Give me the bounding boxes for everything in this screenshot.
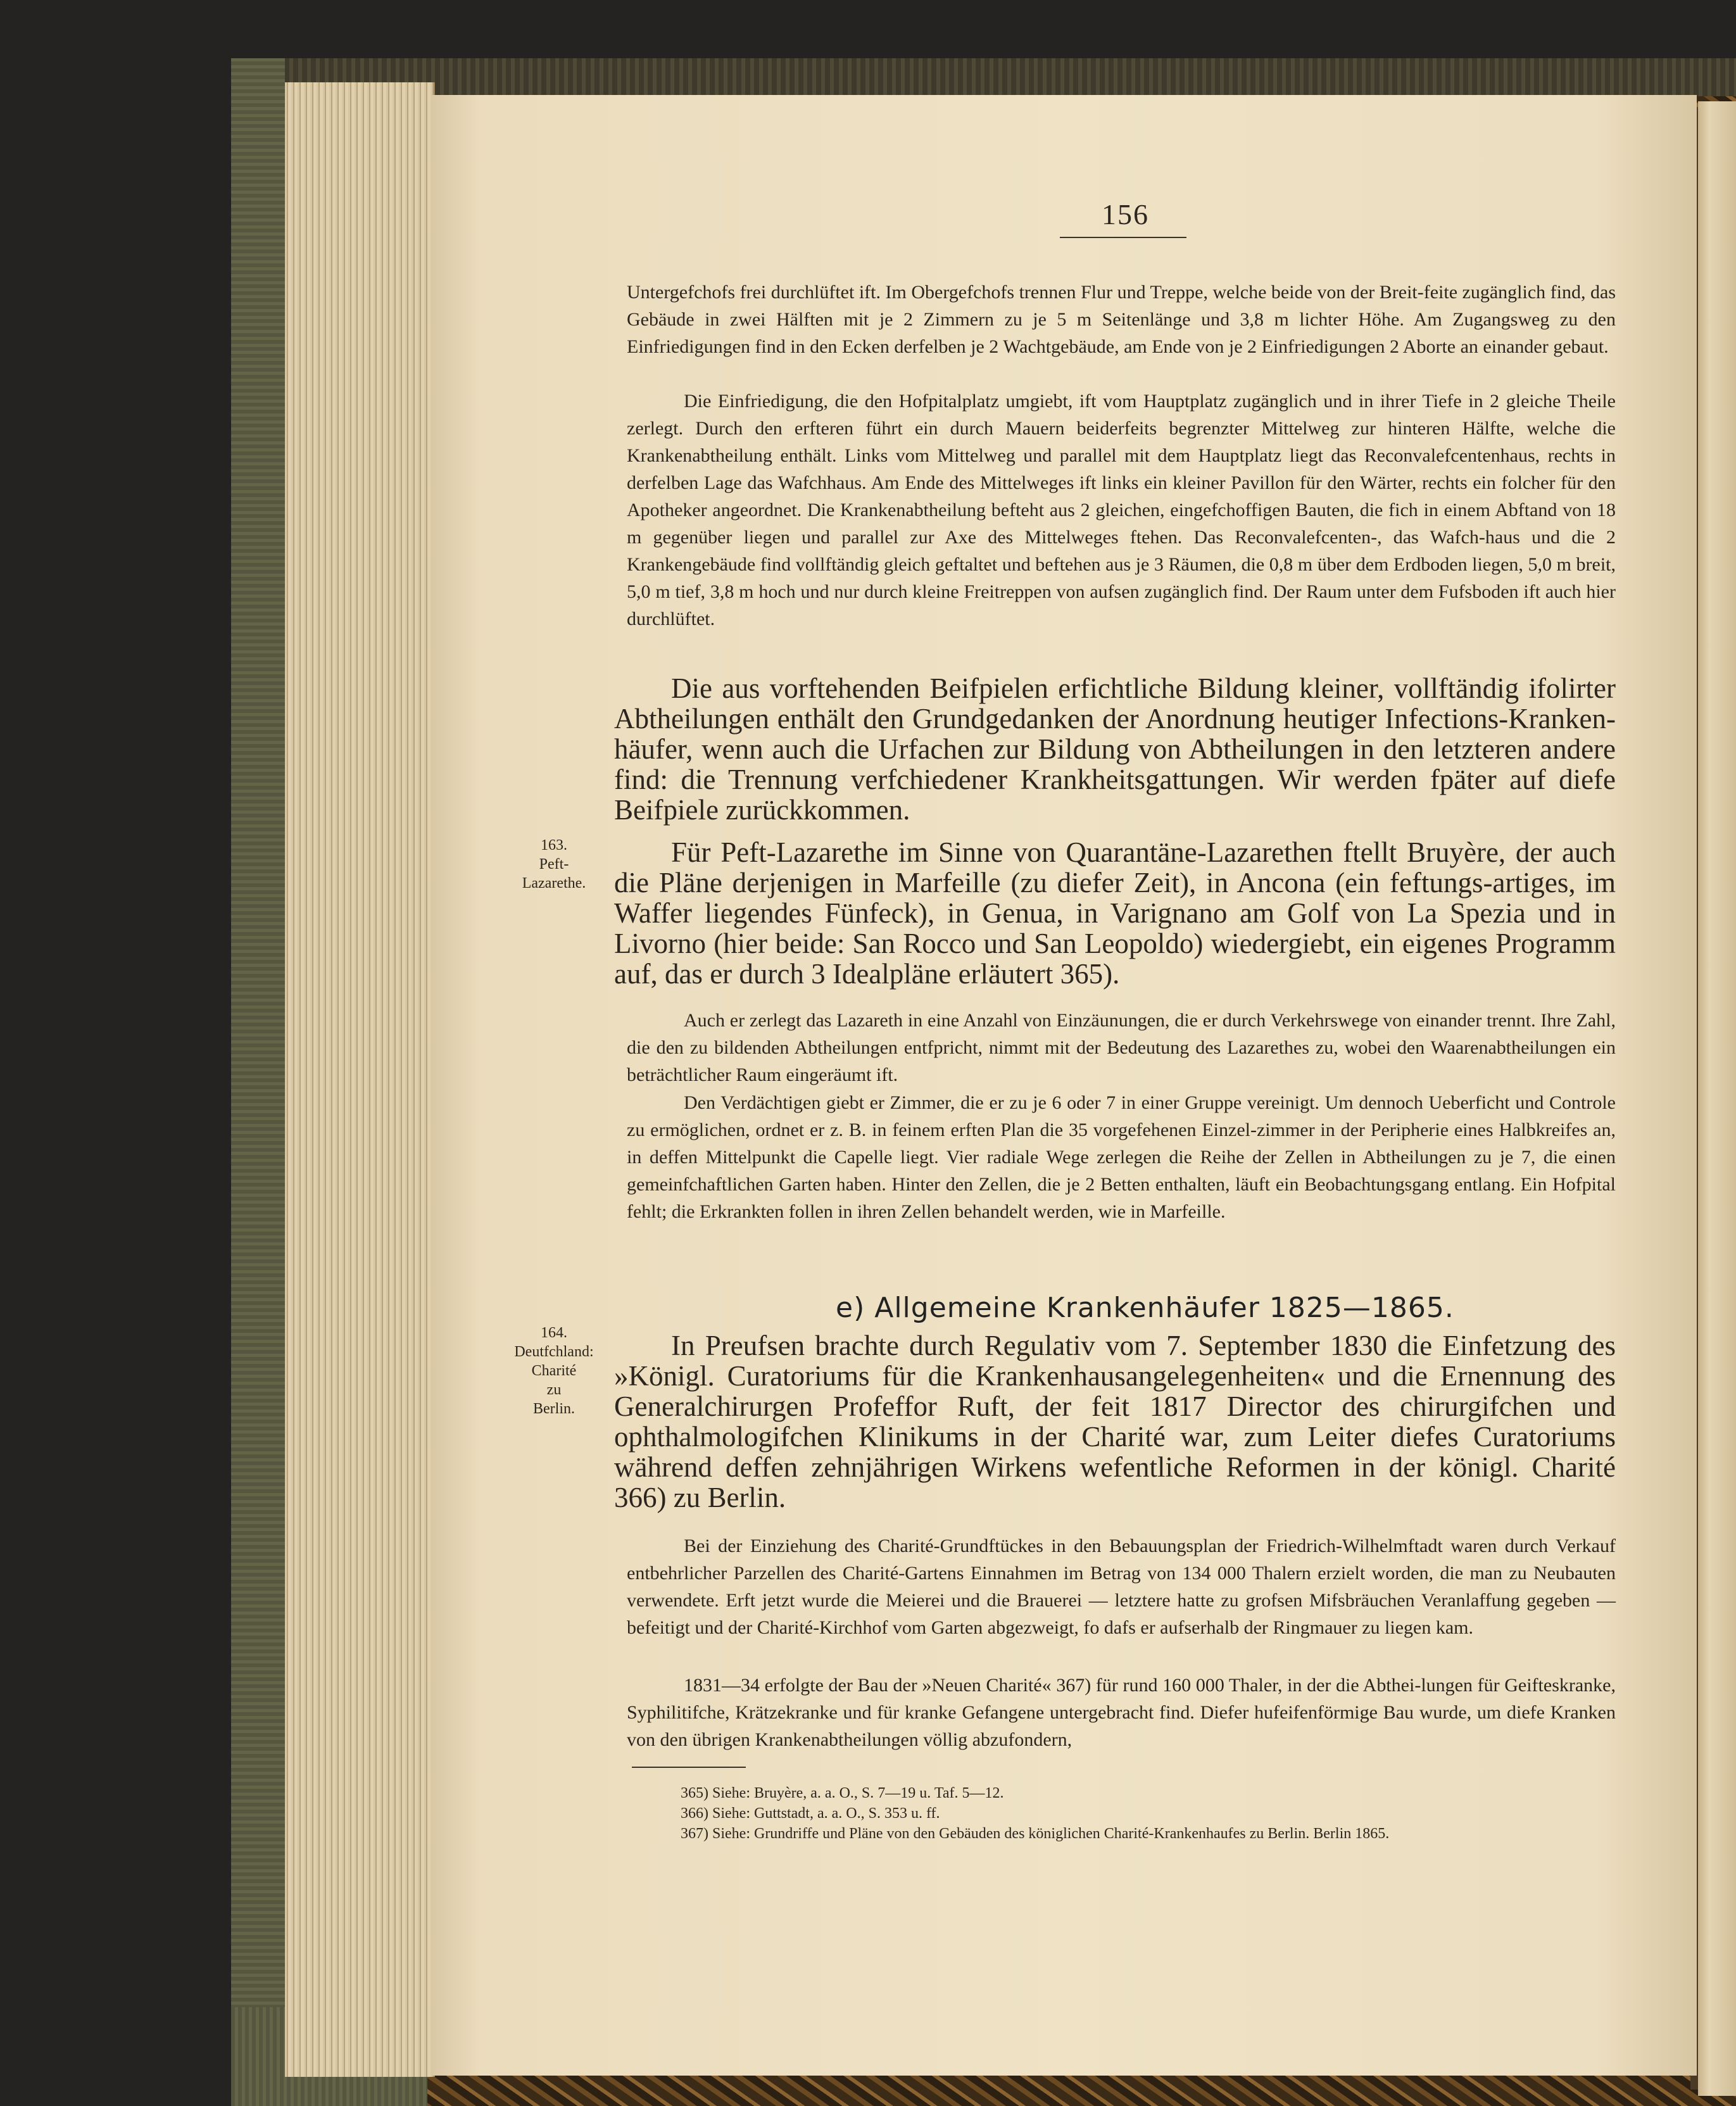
margin-note-number: 164. [541, 1325, 567, 1341]
paragraph-7: In Preufsen brachte durch Regulativ vom 7. September 1830 die Einfetzung des »Königl. Curatoriums für die Krankenhausangelegenheiten« und die Ernennung des Generalchirurgen Profeffor Ruft, der feit 1817 Director des chirurgifchen und ophthalmologifchen Klinikums in der Charité war, zum Leiter diefes Curatoriums während deffen zehnjährigen Wirkens wefentliche Reformen in der königl. Charité 366) zu Berlin. [614, 1330, 1616, 1513]
paragraph-9: 1831—34 erfolgte der Bau der »Neuen Charité« 367) für rund 160 000 Thaler, in der die Abthei-lungen für Geifteskranke, Syphilitifche, Krätzekranke und für kranke Gefangene untergebracht find. Diefer hufeifenförmige Bau wurde, um diefe Kranken von den übrigen Krankenabtheilungen völlig abzufondern, [627, 1675, 1616, 1750]
margin-note-line: Peft- [539, 856, 569, 873]
margin-note-line: Lazarethe. [522, 875, 586, 892]
paragraph-5: Auch er zerlegt das Lazareth in eine Anzahl von Einzäunungen, die er durch Verkehrswege von einander trennt. Ihre Zahl, die den zu bildenden Abtheilungen entfpricht, nimmt mit der Bedeutung des Lazarethes zu, wobei den Waarenabtheilungen ein beträchtlicher Raum eingeräumt ift. [627, 1010, 1616, 1085]
footnote-365: 365) Siehe: Bruyère, a. a. O., S. 7—19 u. Taf. 5—12. [681, 1785, 1004, 1801]
page-number: 156 [1102, 198, 1149, 230]
footnote-rule [632, 1767, 746, 1768]
paragraph-4: Für Peft-Lazarethe im Sinne von Quarantäne-Lazarethen ftellt Bruyère, der auch die Pläne derjenigen in Marfeille (zu diefer Zeit), in Ancona (ein feftungs-artiges, im Waffer liegendes Fünfeck), in Genua, in Varignano am Golf von La Spezia und in Livorno (hier beide: San Rocco und San Leopoldo) wiedergiebt, ein eigenes Programm auf, das er durch 3 Idealpläne erläutert 365). [614, 836, 1616, 990]
margin-note-164 [494, 1323, 614, 1418]
margin-note-line: Deutfchland: [514, 1344, 594, 1360]
paragraph-8: Bei der Einziehung des Charité-Grundftückes in den Bebauungsplan der Friedrich-Wilhelmftadt waren durch Verkauf entbehrlicher Parzellen des Charité-Gartens Einnahmen im Betrag von 134 000 Thalern erzielt worden, die man zu Neubauten verwendete. Erft jetzt wurde die Meierei und die Brauerei — letztere hatte zu grofsen Mifsbräuchen Veranlaffung gegeben — befeitigt und der Charité-Kirchhof vom Garten abgezweigt, fo dafs er aufserhalb der Ringmauer zu liegen kam. [627, 1535, 1616, 1638]
margin-note-line: Berlin. [533, 1401, 575, 1417]
paragraph-3: Die aus vorftehenden Beifpielen erfichtliche Bildung kleiner, vollftändig ifolirter Abtheilungen enthält den Grundgedanken der Anordnung heutiger Infections-Kranken-häufer, wenn auch die Urfachen zur Bildung von Abtheilungen in den letzteren andere find: die Trennung verfchiedener Krankheitsgattungen. Wir werden fpäter auf diefe Beifpiele zurückkommen. [614, 672, 1616, 826]
margin-note-line: Charité [531, 1363, 577, 1379]
book-spine-cloth [231, 58, 285, 2106]
paragraph-6: Den Verdächtigen giebt er Zimmer, die er zu je 6 oder 7 in einer Gruppe vereinigt. Um dennoch Ueberficht und Controle zu ermöglichen, ordnet er z. B. in feinem erften Plan die 35 vorgefehenen Einzel-zimmer in der Peripherie eines Halbkreifes an, in deffen Mittelpunkt die Capelle liegt. Vier radiale Wege zerlegen die Reihe der Zellen in Abtheilungen zu je 7, die einen gemeinfchaftlichen Garten haben. Hinter den Zellen, die je 2 Betten enthalten, läuft ein Beobachtungsgang entlang. Ein Hofpital fehlt; die Erkrankten follen in ihren Zellen behandelt werden, wie in Marfeille. [627, 1092, 1616, 1222]
page-stack-edges [285, 82, 435, 2077]
footnote-366: 366) Siehe: Guttstadt, a. a. O., S. 353 u. ff. [681, 1805, 940, 1822]
footnote-367: 367) Siehe: Grundriffe und Pläne von den Gebäuden des königlichen Charité-Krankenhaufes zu Berlin. Berlin 1865. [681, 1825, 1390, 1842]
paragraph-2: Die Einfriedigung, die den Hofpitalplatz umgiebt, ift vom Hauptplatz zugänglich und in ihrer Tiefe in 2 gleiche Theile zerlegt. Durch den erfteren führt ein durch Mauern beiderfeits begrenzter Mittelweg zur hinteren Hälfte, welche die Krankenabtheilung enthält. Links vom Mittelweg und parallel mit dem Hauptplatz liegt das Reconvalefcentenhaus, rechts in derfelben Lage das Wafchhaus. Am Ende des Mittelweges ift links ein kleiner Pavillon für den Wärter, rechts ein folcher für den Apotheker angeordnet. Die Krankenabtheilung befteht aus 2 gleichen, eingefchoffigen Bauten, die fich in einem Abftand von 18 m gegenüber liegen und parallel zur Axe des Mittelweges ftehen. Das Reconvalefcenten-, das Wafch-haus und die 2 Krankengebäude find vollftändig gleich geftaltet und beftehen aus je 3 Räumen, die 0,8 m über dem Erdboden liegen, 5,0 m breit, 5,0 m tief, 3,8 m hoch und nur durch kleine Freitreppen von aufsen zugänglich find. Der Raum unter dem Fufsboden ift auch hier durchlüftet. [627, 391, 1616, 629]
page-number-rule [1060, 237, 1186, 238]
book-top-cloth [231, 58, 1736, 96]
right-page-edge [1698, 101, 1736, 2096]
margin-note-number: 163. [541, 837, 567, 854]
section-heading: e) Allgemeine Krankenhäufer 1825—1865. [836, 1292, 1454, 1324]
margin-note-163 [494, 836, 614, 893]
margin-note-line: zu [546, 1382, 562, 1398]
paragraph-1: Untergefchofs frei durchlüftet ift. Im Obergefchofs trennen Flur und Treppe, welche beide von der Breit-feite zugänglich find, das Gebäude in zwei Hälften mit je 2 Zimmern zu je 5 m Seitenlänge und 3,8 m lichter Höhe. Am Zugangsweg zu den Einfriedigungen find in den Ecken derfelben je 2 Wachtgebäude, am Ende von je 2 Einfriedigungen 2 Aborte an einander gebaut. [627, 282, 1616, 357]
